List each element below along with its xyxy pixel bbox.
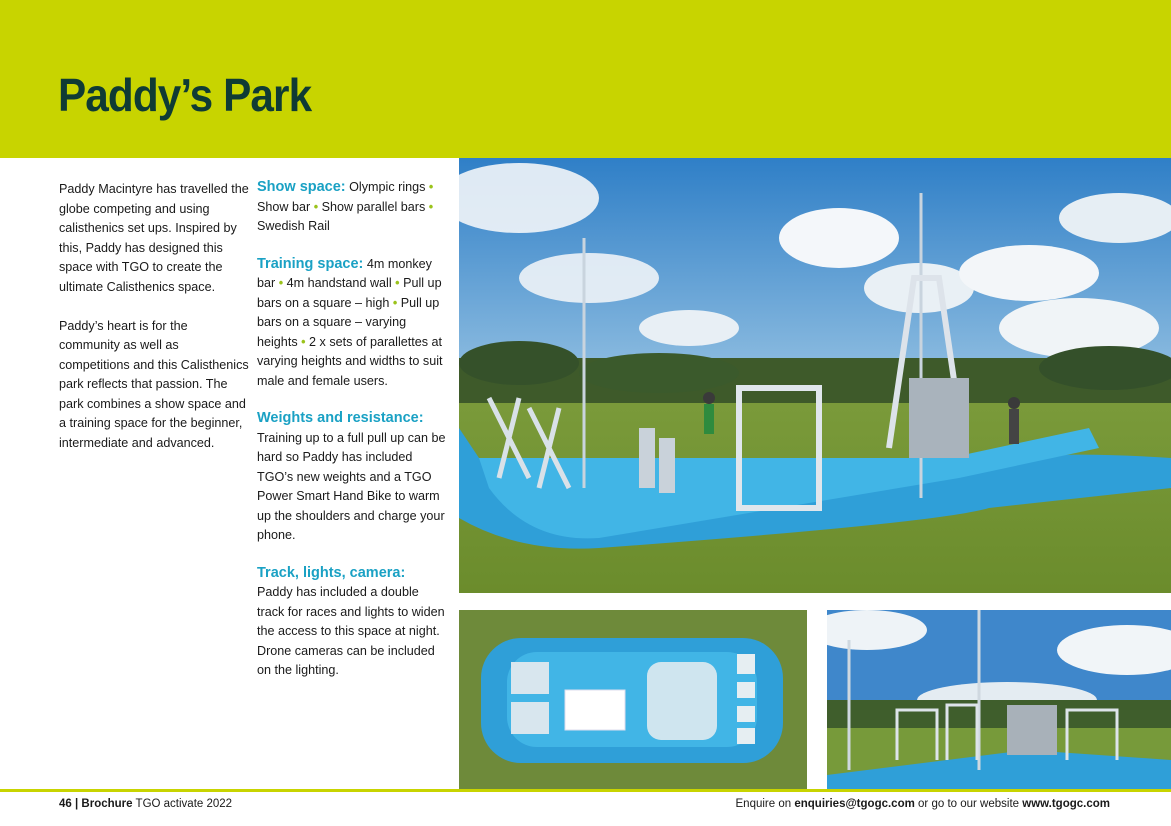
weights-body: Training up to a full pull up can be hard so Paddy has included TGO’s new weights and a TGO Power Smart Hand Bike to warm up the shoulders and charge your phone.	[257, 430, 446, 542]
training-item: 2 x sets of parallettes at varying heights and widths to suit male and female users.	[257, 334, 443, 388]
features-column	[257, 178, 449, 699]
enquire-text: Enquire on	[735, 798, 792, 810]
website-link[interactable]: www.tgogc.com	[1022, 798, 1110, 810]
track-section	[257, 564, 449, 681]
email-link[interactable]: enquiries@tgogc.com	[794, 798, 915, 810]
bullet-icon: •	[428, 180, 434, 194]
training-item: Pull up bars on a square – varying heights	[257, 295, 440, 349]
training-item: Pull up bars on a square – high	[257, 276, 442, 310]
brochure-title: TGO activate 2022	[135, 798, 233, 810]
training-item: 4m handstand wall	[286, 276, 392, 290]
bullet-icon: •	[392, 295, 398, 310]
footer-separator: |	[75, 798, 79, 810]
intro-paragraph-2: Paddy’s heart is for the community as well as competitions and this Calisthenics park reflects that passion. The park combines a show space and a training space for the beginner, intermediate and advanced.	[59, 318, 249, 450]
intro-paragraph-1: Paddy Macintyre has travelled the globe competing and using calisthenics set ups. Inspired by this, Paddy has designed this space with TGO to create the ultimate Calisthenics space.	[59, 182, 249, 294]
bullet-icon: •	[395, 276, 400, 290]
website-prompt-text: or go to our website	[918, 798, 1020, 810]
intro-column	[59, 180, 249, 473]
training-item: 4m monkey bar	[257, 256, 432, 290]
show-space-heading: Show space:	[257, 179, 346, 195]
page-number: 46	[59, 798, 72, 810]
bullet-icon: •	[313, 199, 319, 214]
show-item: Olympic rings	[349, 180, 426, 194]
bullet-icon: •	[301, 334, 306, 349]
track-heading: Track, lights, camera:	[257, 564, 406, 581]
bullet-icon: •	[428, 199, 434, 214]
training-space-heading: Training space:	[257, 255, 364, 272]
show-item: Swedish Rail	[257, 219, 330, 233]
show-item: Show bar	[257, 199, 311, 214]
park-render-photo	[459, 158, 1171, 593]
show-space-section	[257, 178, 449, 237]
show-item: Show parallel bars	[321, 199, 426, 214]
bullet-icon: •	[278, 276, 284, 290]
brochure-label: Brochure	[81, 798, 133, 810]
side-render-photo	[827, 610, 1171, 790]
footer-contact	[736, 798, 1110, 810]
footer-page-info	[59, 798, 232, 810]
training-space-section	[257, 255, 449, 392]
weights-heading: Weights and resistance:	[257, 410, 424, 426]
track-body: Paddy has included a double track for races and lights to widen the access to this space at night. Drone cameras can be included on the lighting.	[257, 585, 445, 677]
footer-divider	[0, 789, 1171, 792]
page-title: Paddy’s Park	[58, 69, 312, 121]
aerial-render-photo	[459, 610, 807, 790]
weights-section	[257, 409, 449, 546]
